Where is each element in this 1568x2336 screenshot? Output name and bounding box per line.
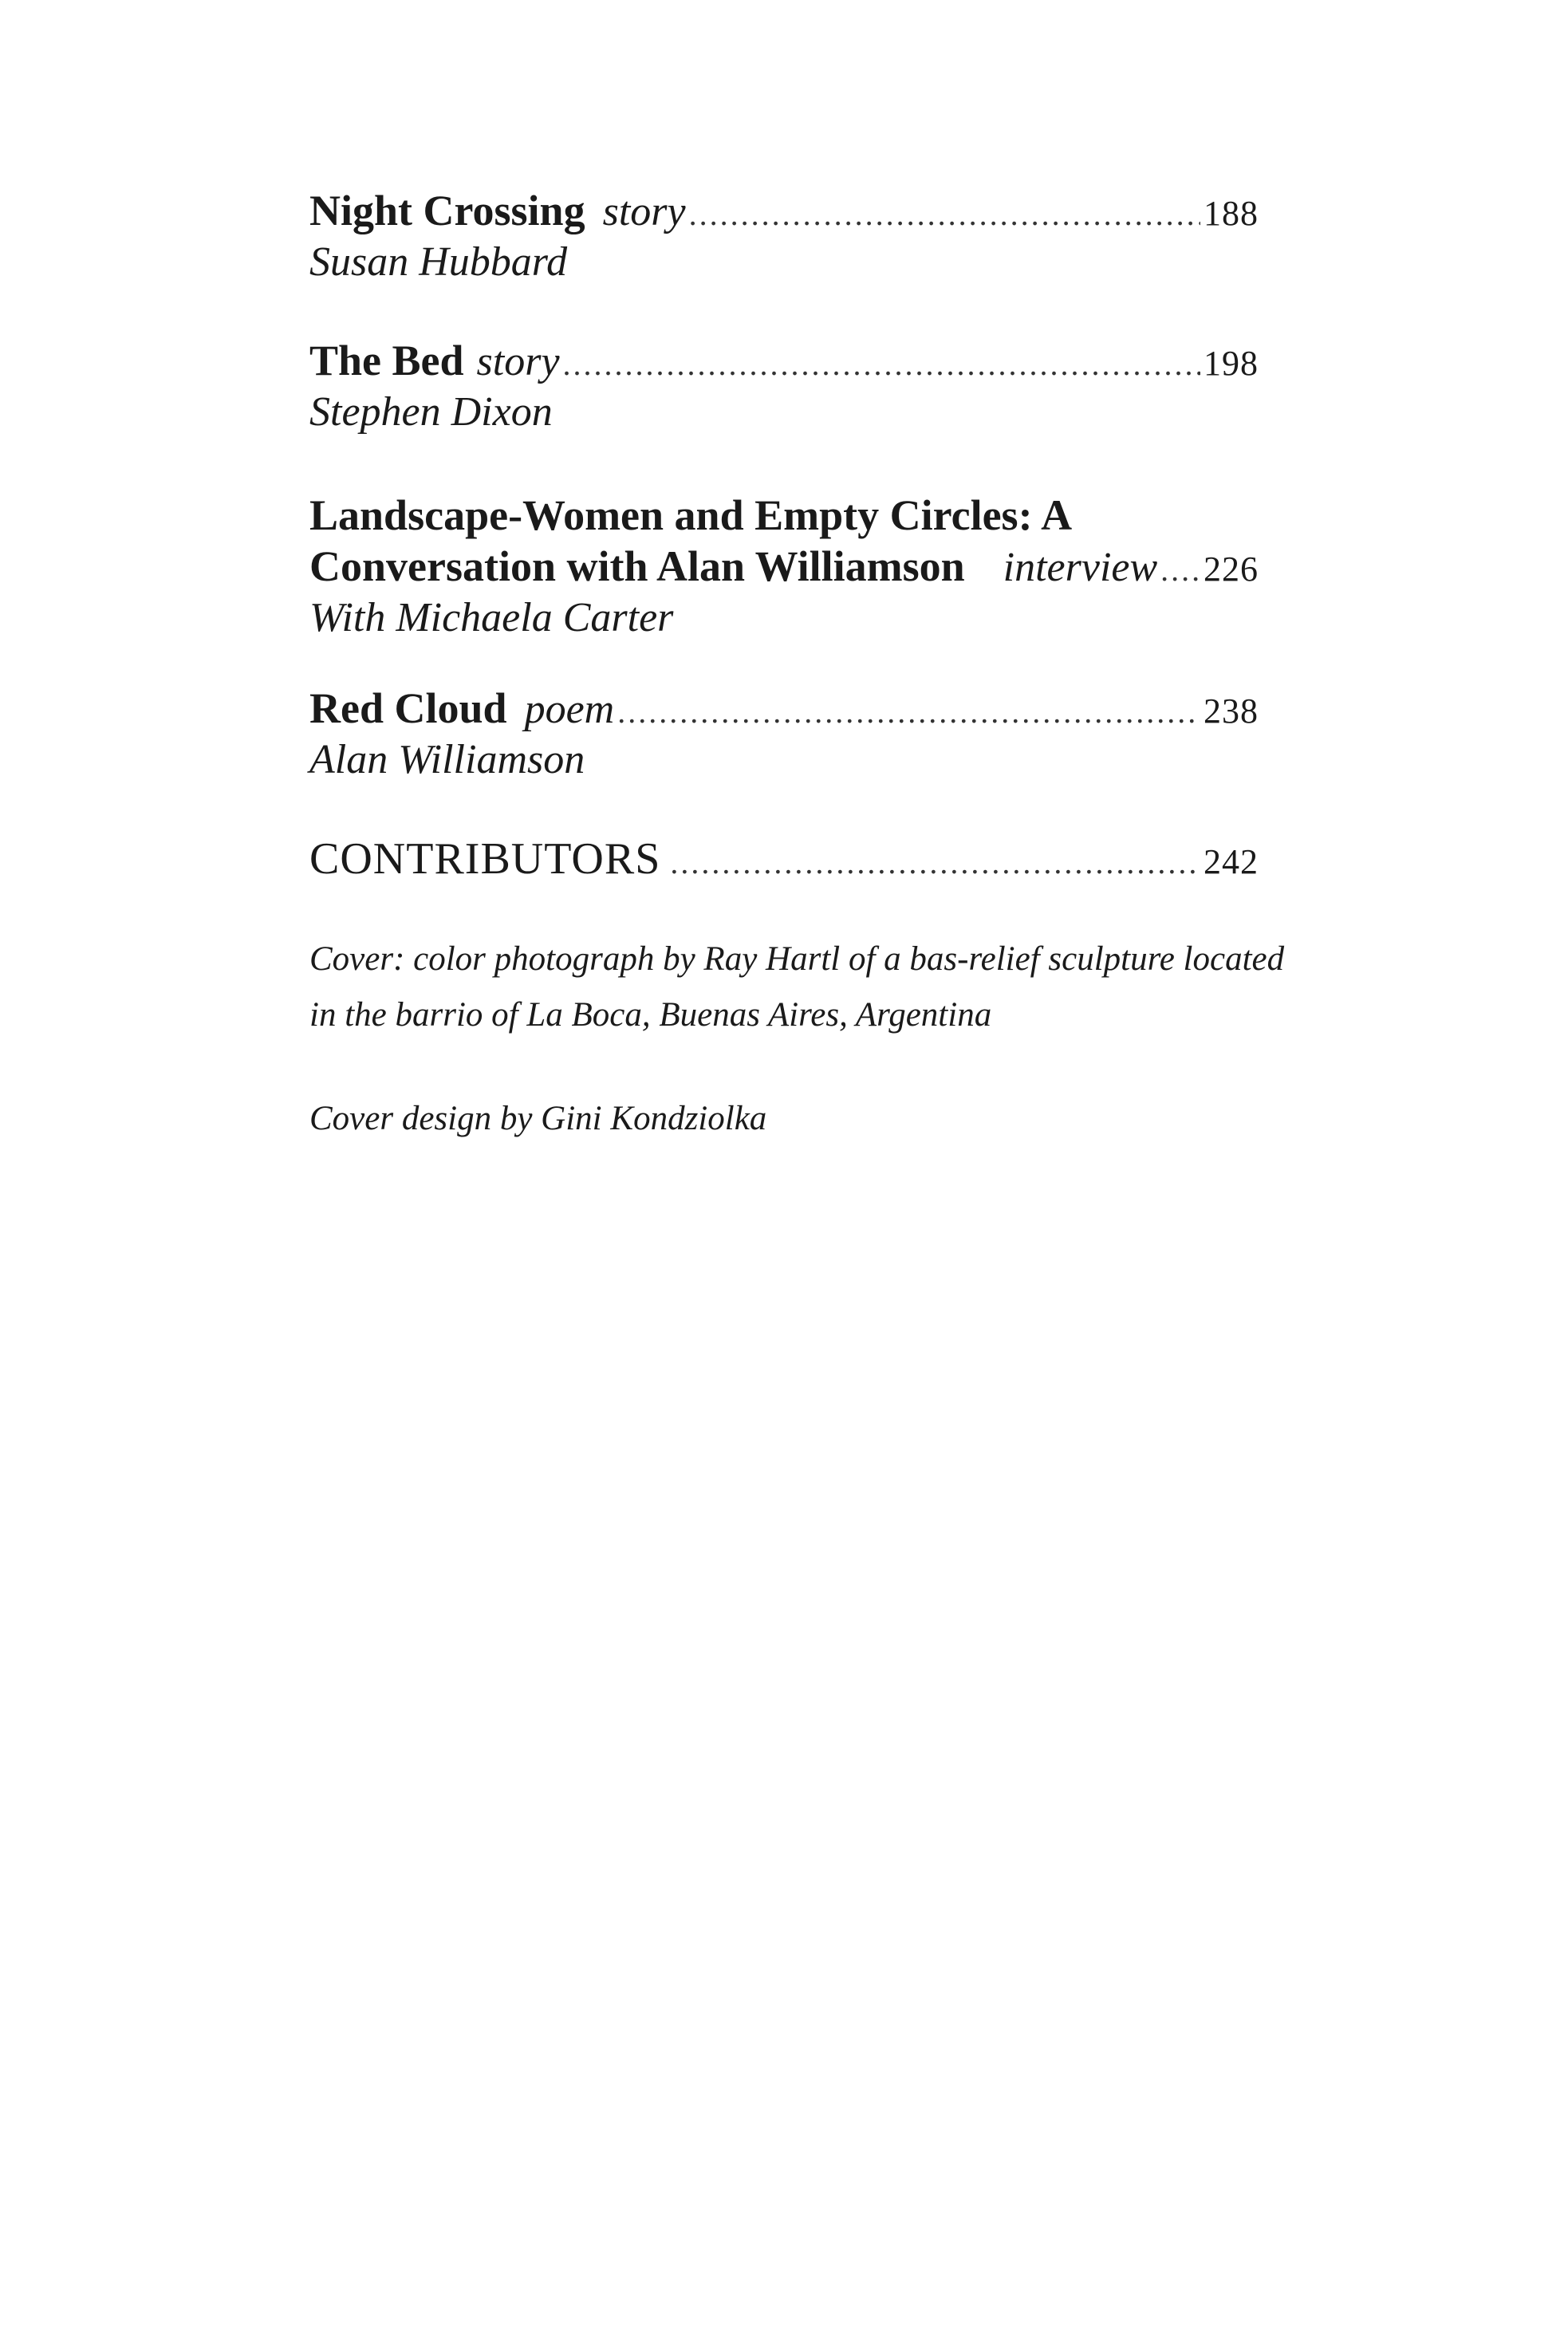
- dot-leader: [1160, 551, 1200, 589]
- entry-title: The Bed: [309, 337, 464, 384]
- entry-page-number: 226: [1204, 550, 1259, 589]
- dot-leader: [689, 195, 1200, 233]
- cover-note-line-1: Cover: color photograph by Ray Hartl of a bas-relief sculpture located: [309, 940, 1285, 978]
- entry-title-line-2: Conversation with Alan Williamson: [309, 542, 965, 590]
- entry-page-number: 198: [1204, 344, 1259, 383]
- entry-title-line-1: Landscape-Women and Empty Circles: A: [309, 491, 1073, 539]
- entry-author: With Michaela Carter: [309, 595, 674, 640]
- toc-entry-line: [309, 185, 1259, 236]
- cover-note-line-2: in the barrio of La Boca, Buenas Aires, Argentina: [309, 996, 992, 1034]
- entry-page-number: 238: [1204, 691, 1259, 731]
- entry-author: Susan Hubbard: [309, 239, 568, 285]
- toc-entry-line: [309, 683, 1259, 734]
- toc-entry: [309, 185, 1259, 289]
- toc-entry-line: [309, 541, 1259, 592]
- cover-note: [309, 932, 1314, 1043]
- entry-title: Night Crossing: [309, 187, 585, 234]
- contributors-label: CONTRIBUTORS: [309, 834, 661, 884]
- contributors-entry: [309, 833, 1259, 885]
- toc-entry: [309, 335, 1259, 439]
- entry-author: Alan Williamson: [309, 737, 585, 782]
- toc-entry-line: [309, 490, 1259, 541]
- dot-leader: [563, 345, 1200, 383]
- dot-leader: [670, 844, 1200, 881]
- toc-entry-line: [309, 335, 1259, 386]
- entry-genre: interview: [1003, 545, 1158, 590]
- toc-entry: [309, 683, 1259, 786]
- entry-genre: story: [602, 189, 686, 234]
- toc-entry-line: [309, 833, 1259, 885]
- entry-title: Red Cloud: [309, 684, 507, 732]
- entry-genre: story: [476, 339, 560, 384]
- toc-entry: [309, 490, 1259, 644]
- entry-author: Stephen Dixon: [309, 389, 553, 435]
- contributors-page-number: 242: [1204, 842, 1259, 881]
- cover-design-credit: Cover design by Gini Kondziolka: [309, 1100, 767, 1137]
- entry-genre: poem: [524, 687, 615, 732]
- entry-page-number: 188: [1204, 194, 1259, 233]
- dot-leader: [617, 693, 1200, 731]
